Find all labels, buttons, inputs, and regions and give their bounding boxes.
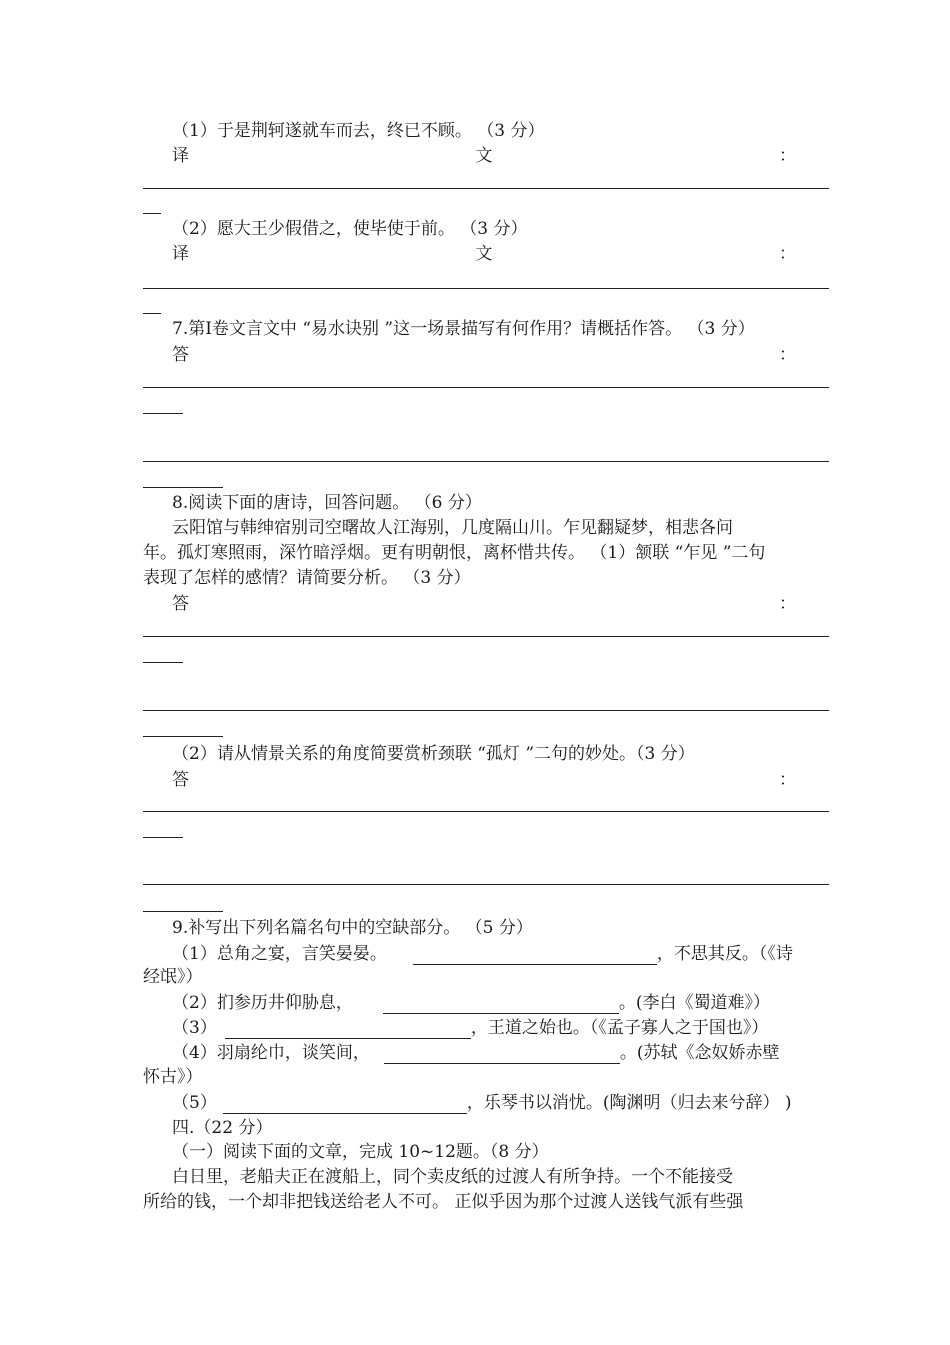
answer-line[interactable] bbox=[143, 811, 829, 812]
label-colon: ： bbox=[779, 345, 796, 365]
section4-sub: （一）阅读下面的文章，完成 10~12题。（8 分） bbox=[172, 1142, 549, 1162]
answer-line-stub[interactable] bbox=[143, 487, 223, 488]
section4-heading: 四.（22 分） bbox=[172, 1118, 273, 1138]
answer-line[interactable] bbox=[143, 461, 829, 462]
q8-sub1-answer-label bbox=[172, 593, 796, 615]
q9-line5-post: ，乐琴书以消忧。(陶渊明（归去来兮辞） ) bbox=[466, 1093, 792, 1113]
answer-line[interactable] bbox=[143, 188, 829, 189]
q8-poem-line3: 表现了怎样的感情？请简要分析。 （3 分） bbox=[143, 568, 471, 588]
answer-line-stub[interactable] bbox=[143, 837, 183, 838]
q6-item1-answer-label bbox=[172, 145, 796, 167]
answer-line[interactable] bbox=[143, 710, 829, 711]
q6-item2: （2）愿大王少假借之，使毕使于前。 （3 分） bbox=[172, 219, 528, 239]
q7-answer-label bbox=[172, 344, 796, 366]
q9-line1 bbox=[172, 943, 793, 965]
q9-line5-pre: （5） bbox=[172, 1093, 217, 1113]
q9-line3-post: ，王道之始也。（《孟子寡人之于国也》） bbox=[470, 1018, 769, 1038]
label-wen: 文 bbox=[475, 146, 493, 166]
label-yi: 译 bbox=[172, 244, 189, 264]
q8-poem-line2: 年。孤灯寒照雨，深竹暗浮烟。更有明朝恨，离杯惜共传。 （1）颔联 “乍见 ”二句 bbox=[143, 543, 766, 563]
q8-question: 8.阅读下面的唐诗，回答问题。 （6 分） bbox=[172, 493, 482, 513]
label-da: 答 bbox=[172, 594, 189, 614]
q9-line3 bbox=[172, 1017, 768, 1039]
section4-para-line1: 白日里，老船夫正在渡船上，同个卖皮纸的过渡人有所争持。一个不能接受 bbox=[172, 1167, 733, 1187]
fill-blank-4[interactable] bbox=[384, 1045, 620, 1064]
answer-line[interactable] bbox=[143, 636, 829, 637]
q9-line1-pre: （1）总角之宴，言笑晏晏。 bbox=[172, 944, 387, 964]
answer-line-stub[interactable] bbox=[143, 313, 161, 314]
fill-blank-5[interactable] bbox=[223, 1095, 467, 1114]
answer-line[interactable] bbox=[143, 884, 829, 885]
q8-sub2: （2）请从情景关系的角度简要赏析颈联 “孤灯 ”二句的妙处。（3 分） bbox=[172, 744, 695, 764]
q9-line1-cont: 经氓》） bbox=[143, 967, 203, 987]
label-da: 答 bbox=[172, 770, 189, 790]
q9-line4 bbox=[172, 1042, 779, 1064]
label-da: 答 bbox=[172, 345, 189, 365]
answer-line[interactable] bbox=[143, 387, 829, 388]
answer-line-stub[interactable] bbox=[143, 213, 161, 214]
q6-item2-answer-label bbox=[172, 243, 796, 265]
section4-para-line2: 所给的钱，一个却非把钱送给老人不可。 正似乎因为那个过渡人送钱气派有些强 bbox=[143, 1192, 744, 1212]
answer-line-stub[interactable] bbox=[143, 736, 223, 737]
q9-line2 bbox=[172, 992, 770, 1014]
q9-line3-pre: （3） bbox=[172, 1018, 217, 1038]
fill-blank-3[interactable] bbox=[225, 1020, 471, 1039]
q7-question: 7.第Ⅰ卷文言文中 “易水诀别 ”这一场景描写有何作用？请概括作答。 （3 分） bbox=[172, 319, 755, 339]
fill-blank-2[interactable] bbox=[383, 995, 619, 1014]
label-wen: 文 bbox=[475, 244, 493, 264]
q9-line2-pre: （2）扪参历井仰胁息， bbox=[172, 993, 353, 1013]
fill-blank-1[interactable] bbox=[413, 946, 657, 965]
q8-poem-line1: 云阳馆与韩绅宿别司空曙故人江海别，几度隔山川。乍见翻疑梦，相悲各问 bbox=[172, 518, 733, 538]
answer-line-stub[interactable] bbox=[143, 662, 183, 663]
label-colon: ： bbox=[779, 770, 796, 790]
answer-line-stub[interactable] bbox=[143, 911, 223, 912]
label-colon: ： bbox=[779, 244, 796, 264]
q9-line2-post: 。(李白《蜀道难》） bbox=[618, 993, 770, 1013]
q8-sub2-answer-label bbox=[172, 769, 796, 791]
answer-line[interactable] bbox=[143, 288, 829, 289]
q6-item1: （1）于是荆轲遂就车而去，终已不顾。 （3 分） bbox=[172, 121, 545, 141]
q9-line4-cont: 怀古》） bbox=[143, 1067, 203, 1087]
q9-line4-pre: （4）羽扇纶巾，谈笑间， bbox=[172, 1043, 370, 1063]
q9-question: 9.补写出下列名篇名句中的空缺部分。 （5 分） bbox=[172, 918, 533, 938]
answer-line-stub[interactable] bbox=[143, 413, 183, 414]
label-yi: 译 bbox=[172, 146, 189, 166]
label-colon: ： bbox=[779, 594, 796, 614]
q9-line1-post: ，不思其反。（《诗 bbox=[656, 944, 793, 964]
q9-line5 bbox=[172, 1092, 792, 1114]
label-colon: ： bbox=[779, 146, 796, 166]
q9-line4-post: 。(苏轼《念奴娇赤壁 bbox=[619, 1043, 780, 1063]
